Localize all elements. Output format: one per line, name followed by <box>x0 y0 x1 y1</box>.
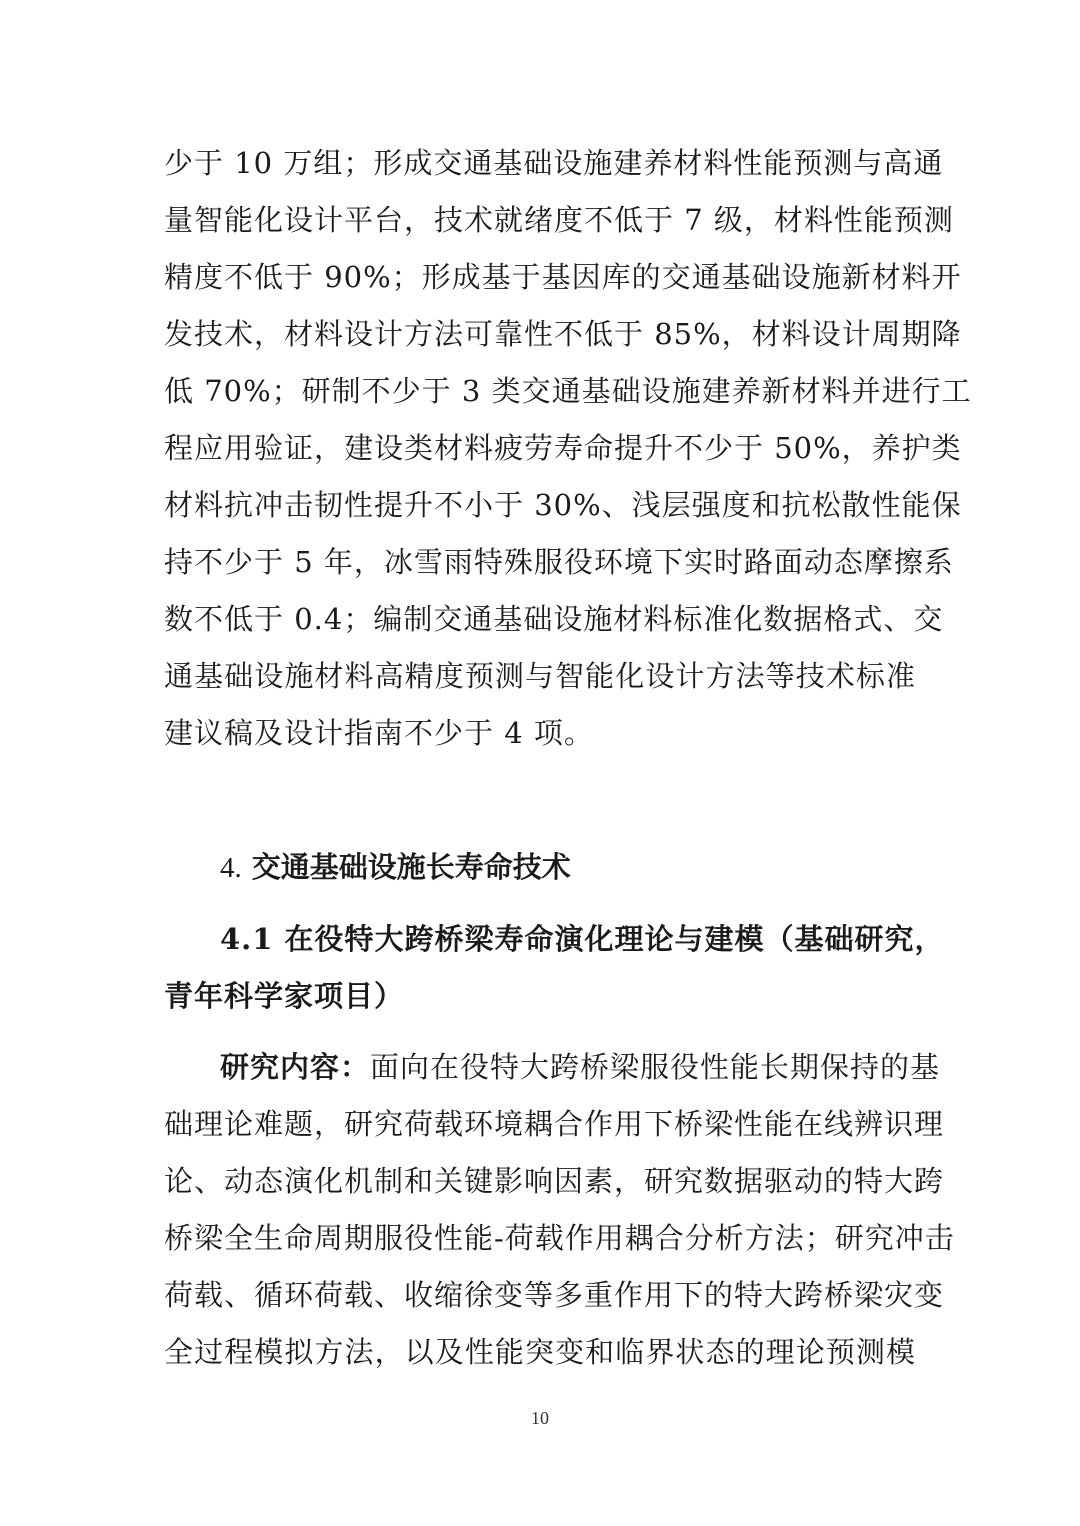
section-heading <box>220 838 571 897</box>
paragraph-line: 全过程模拟方法，以及性能突变和临界状态的理论预测模 <box>164 1335 916 1369</box>
research-content-label: 研究内容： <box>220 1050 371 1084</box>
paragraph-line: 通基础设施材料高精度预测与智能化设计方法等技术标准 <box>164 659 916 693</box>
section-number: 4. <box>220 852 242 884</box>
paragraph-line: 程应用验证，建设类材料疲劳寿命提升不少于 50%，养护类 <box>164 431 962 465</box>
research-content-first-line <box>220 1038 941 1096</box>
page-number: 10 <box>531 1408 549 1428</box>
paragraph-line: 材料抗冲击韧性提升不小于 30%、浅层强度和抗松散性能保 <box>164 488 962 522</box>
paragraph-line: 少于 10 万组；形成交通基础设施建养材料性能预测与高通 <box>164 146 944 180</box>
paragraph-line: 桥梁全生命周期服役性能-荷载作用耦合分析方法；研究冲击 <box>164 1221 955 1255</box>
subsection-heading-line2: 青年科学家项目） <box>164 979 405 1013</box>
section-title: 交通基础设施长寿命技术 <box>251 850 571 884</box>
paragraph-line: 数不低于 0.4；编制交通基础设施材料标准化数据格式、交 <box>164 602 944 636</box>
paragraph-line: 建议稿及设计指南不少于 4 项。 <box>164 716 594 750</box>
paragraph-line: 量智能化设计平台，技术就绪度不低于 7 级，材料性能预测 <box>164 203 954 237</box>
subsection-heading-line1: 4.1 在役特大跨桥梁寿命演化理论与建模（基础研究， <box>220 922 945 956</box>
paragraph-line: 持不少于 5 年，冰雪雨特殊服役环境下实时路面动态摩擦系 <box>164 545 954 579</box>
paragraph-line: 低 70%；研制不少于 3 类交通基础设施建养新材料并进行工 <box>164 374 972 408</box>
paragraph-line: 荷载、循环荷载、收缩徐变等多重作用下的特大跨桥梁灾变 <box>164 1278 945 1312</box>
paragraph-line: 础理论难题，研究荷载环境耦合作用下桥梁性能在线辨识理 <box>164 1107 945 1141</box>
paragraph-line: 论、动态演化机制和关键影响因素，研究数据驱动的特大跨 <box>164 1164 945 1198</box>
research-content-text: 面向在役特大跨桥梁服役性能长期保持的基 <box>370 1050 941 1084</box>
paragraph-line: 发技术，材料设计方法可靠性不低于 85%，材料设计周期降 <box>164 317 962 351</box>
paragraph-line: 精度不低于 90%；形成基于基因库的交通基础设施新材料开 <box>164 260 962 294</box>
